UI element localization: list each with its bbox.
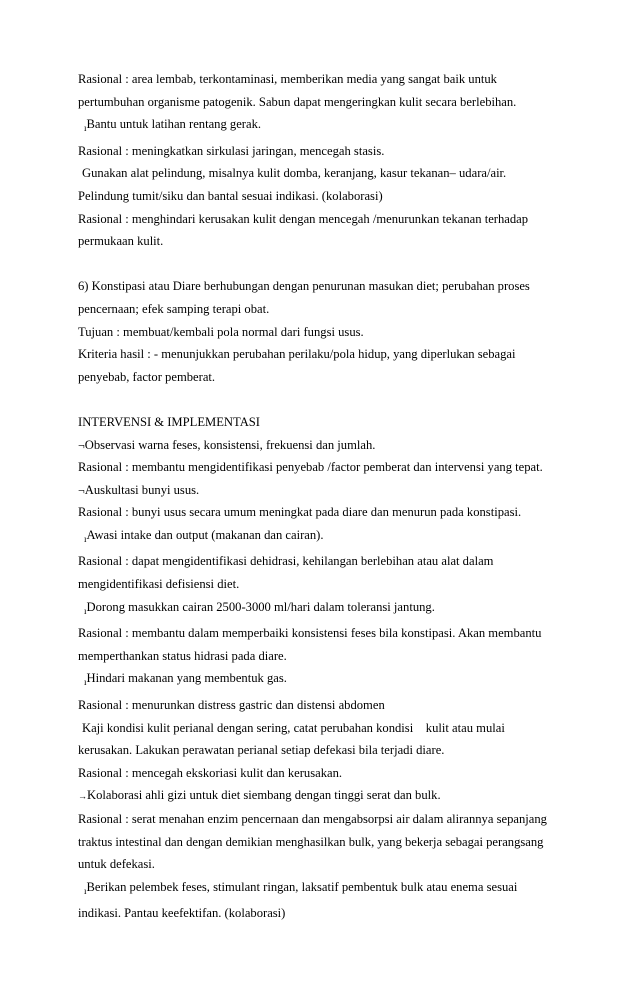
rationale-line: Rasional : mencegah ekskoriasi kulit dan kerusakan. (78, 765, 343, 780)
list-item (78, 524, 618, 551)
text-line: permukaan kulit. (78, 234, 164, 249)
text-line: pencernaan; efek samping terapi obat. (78, 301, 270, 316)
criteria-line: Kriteria hasil : - menunjukkan perubahan perilaku/pola hidup, yang diperlukan sebagai (78, 347, 516, 362)
list-item (78, 434, 618, 457)
list-item (78, 113, 618, 140)
spacer (78, 253, 618, 276)
rationale-line: Rasional : membantu mengidentifikasi penyebab /factor pemberat dan intervensi yang tepat. (78, 460, 543, 475)
bullet-mark: ı (84, 533, 87, 544)
list-item (78, 596, 618, 623)
bullet-mark: ı (84, 605, 87, 616)
text-line: penyebab, factor pemberat. (78, 369, 216, 384)
text-line: kerusakan. Lakukan perawatan perianal setiap defekasi bila terjadi diare. (78, 743, 445, 758)
text-line: pertumbuhan organisme patogenik. Sabun dapat mengeringkan kulit secara berlebihan. (78, 94, 517, 109)
rationale-line: Rasional : menurunkan distress gastric dan distensi abdomen (78, 698, 385, 713)
goal-line: Tujuan : membuat/kembali pola normal dari fungsi usus. (78, 324, 364, 339)
not-sign-icon: ¬ (78, 437, 85, 452)
list-item-text: Hindari makanan yang membentuk gas. (86, 671, 287, 686)
list-item-text: Dorong masukkan cairan 2500-3000 ml/hari dalam toleransi jantung. (86, 599, 435, 614)
list-item (78, 479, 618, 502)
list-item-text: Awasi intake dan output (makanan dan cairan). (86, 527, 324, 542)
rationale-line: Rasional : meningkatkan sirkulasi jaringan, mencegah stasis. (78, 143, 385, 158)
not-sign-icon: ¬ (78, 482, 85, 497)
list-item (78, 876, 618, 903)
text-line: mengidentifikasi defisiensi diet. (78, 577, 240, 592)
list-item-text: Observasi warna feses, konsistensi, frekuensi dan jumlah. (84, 437, 376, 452)
spacer (78, 388, 618, 411)
text-line: indikasi. Pantau keefektifan. (kolaborasi) (78, 906, 286, 921)
arrow-icon: → (78, 791, 87, 802)
list-item-text: Bantu untuk latihan rentang gerak. (86, 117, 262, 132)
rationale-line: Rasional : membantu dalam memperbaiki konsistensi feses bila konstipasi. Akan membantu (78, 626, 542, 641)
bullet-mark: ı (84, 123, 87, 134)
section-heading: INTERVENSI & IMPLEMENTASI (78, 414, 260, 429)
bullet-mark: ı (84, 677, 87, 688)
text-line: Rasional : area lembab, terkontaminasi, memberikan media yang sangat baik untuk (78, 72, 497, 86)
bullet-mark: ı (84, 885, 87, 896)
document-page (78, 68, 618, 925)
text-line: Pelindung tumit/siku dan bantal sesuai indikasi. (kolaborasi) (78, 188, 383, 203)
list-item: Gunakan alat pelindung, misalnya kulit domba, keranjang, kasur tekanan– udara/air. (82, 166, 507, 181)
rationale-line: Rasional : dapat mengidentifikasi dehidrasi, kehilangan berlebihan atau alat dalam (78, 554, 494, 569)
text-line: untuk defekasi. (78, 857, 155, 872)
rationale-line: Rasional : bunyi usus secara umum meningkat pada diare dan menurun pada konstipasi. (78, 505, 522, 520)
list-item-text: Berikan pelembek feses, stimulant ringan, laksatif pembentuk bulk atau enema sesuai (86, 879, 518, 894)
text-line: memperthankan status hidrasi pada diare. (78, 648, 287, 663)
list-item (78, 784, 618, 808)
rationale-line: Rasional : menghindari kerusakan kulit dengan mencegah /menurunkan tekanan terhadap (78, 211, 529, 226)
text-line: traktus intestinal dan dengan demikian menghasilkan bulk, yang bekerja sebagai perangsang (78, 834, 544, 849)
rationale-line: Rasional : serat menahan enzim pencernaan dan mengabsorpsi air dalam alirannya sepanjang (78, 812, 547, 826)
list-item-text: Kolaborasi ahli gizi untuk diet siembang dengan tinggi serat dan bulk. (87, 788, 441, 803)
list-item-text: Auskultasi bunyi usus. (84, 482, 200, 497)
diagnosis-line: 6) Konstipasi atau Diare berhubungan dengan penurunan masukan diet; perubahan proses (78, 279, 530, 294)
list-item (78, 667, 618, 694)
list-item: Kaji kondisi kulit perianal dengan sering, catat perubahan kondisi kulit atau mulai (82, 720, 505, 735)
